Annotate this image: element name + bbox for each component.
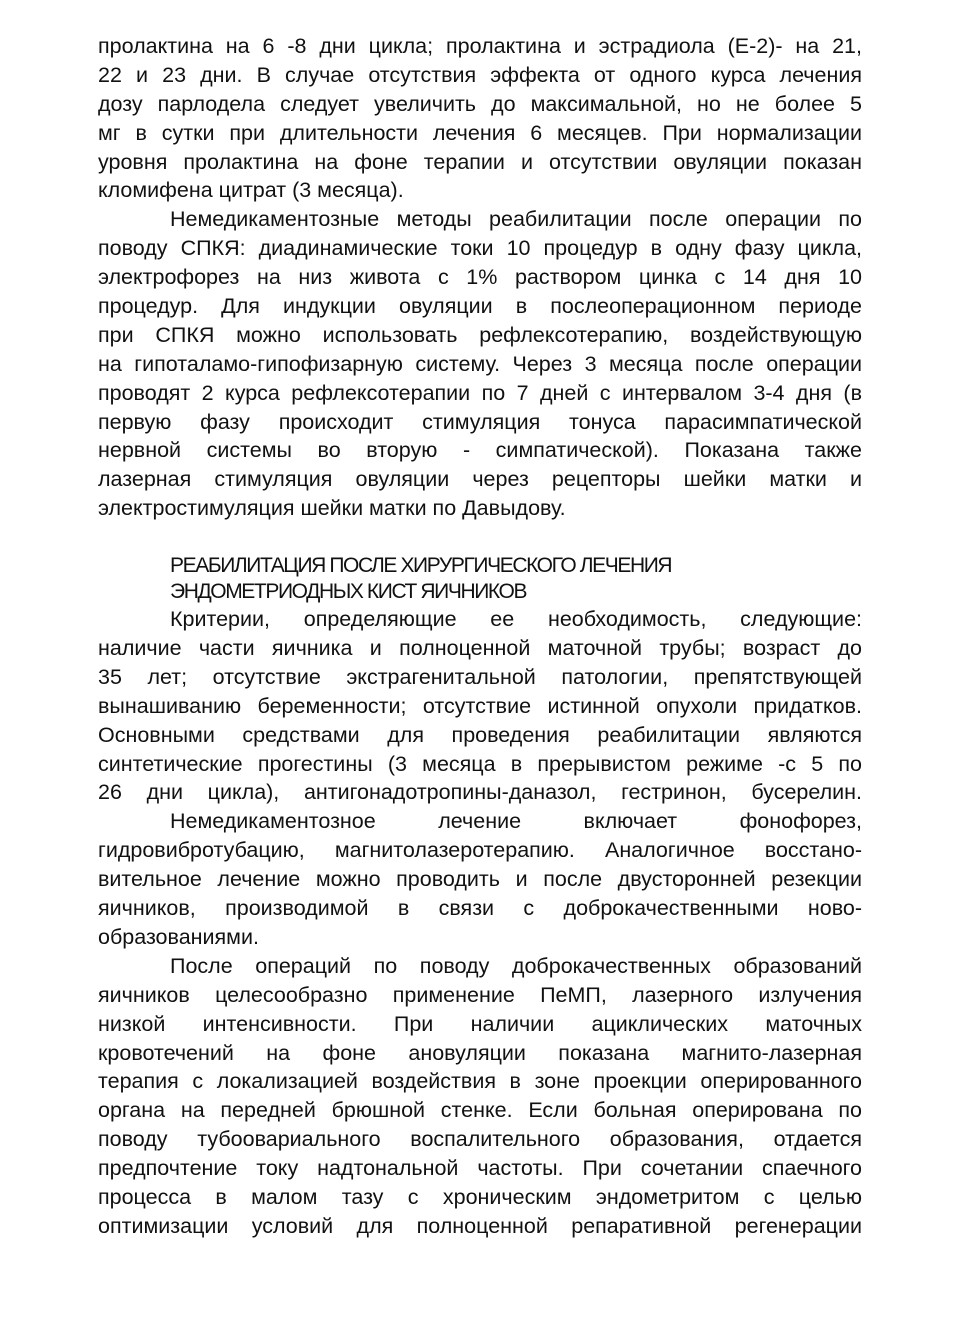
text-line: кровотечений на фоне ановуляции показана магнито-лазерная (98, 1040, 862, 1065)
text-line: мг в сутки при длительности лечения 6 месяцев. При нормализации (98, 120, 862, 145)
text-line: яичников целесообразно применение ПеМП, лазерного излучения (98, 982, 862, 1007)
text-line: синтетические прогестины (3 месяца в прерывистом режиме -с 5 по (98, 751, 862, 776)
text-line: процесса в малом тазу с хроническим эндометритом с целью (98, 1184, 862, 1209)
paragraph-5 (98, 952, 862, 1241)
text-line: процедур. Для индукции овуляции в послеоперационном периоде (98, 294, 862, 319)
paragraph-4 (98, 807, 862, 951)
text-line: 22 и 23 дни. В случае отсутствия эффекта от одного курса лечения (98, 62, 862, 87)
paragraph-1 (98, 32, 862, 205)
text-line: терапия с локализацией воздействия в зоне проекции оперированного (98, 1069, 862, 1094)
text-line: электростимуляция шейки матки по Давыдову. (98, 496, 566, 521)
section-spacer (98, 523, 862, 553)
text-line: После операций по поводу доброкачественных образований (170, 953, 862, 978)
text-line: гидровибротубацию, магнитолазеротерапию. Аналогичное восстано- (98, 838, 862, 863)
text-line: проводят 2 курса рефлексотерапии по 7 дней с интервалом 3-4 дня (в (98, 380, 862, 405)
text-line: вынашиванию беременности; отсутствие истинной опухоли придатков. (98, 693, 862, 718)
text-line: оптимизации условий для полноценной репаративной регенерации (98, 1213, 862, 1238)
document-page (98, 32, 862, 1241)
text-line: образованиями. (98, 924, 259, 949)
text-line: лазерная стимуляция овуляции через рецепторы шейки матки и (98, 467, 862, 492)
text-line: уровня пролактина на фоне терапии и отсутствии овуляции показан (98, 149, 862, 174)
text-line: нервной системы во вторую - симпатической). Показана также (98, 438, 862, 463)
text-line: поводу СПКЯ: диадинамические токи 10 процедур в одну фазу цикла, (98, 236, 862, 261)
text-line: 26 дни цикла), антигонадотропины-даназол, гестринон, бусерелин. (98, 780, 862, 805)
text-line: яичников, производимой в связи с доброкачественными ново- (98, 896, 862, 921)
text-line: вительное лечение можно проводить и после двусторонней резекции (98, 867, 862, 892)
section-heading-line: РЕАБИЛИТАЦИЯ ПОСЛЕ ХИРУРГИЧЕСКОГО ЛЕЧЕНИЯ (170, 554, 672, 578)
text-line: кломифена цитрат (3 месяца). (98, 178, 404, 203)
text-line: предпочтение току надтональной частоты. При сочетании спаечного (98, 1156, 862, 1181)
section-heading (98, 553, 862, 605)
text-line: при СПКЯ можно использовать рефлексотерапию, воздействующую (98, 322, 862, 347)
text-line: Немедикаментозные методы реабилитации после операции по (170, 207, 862, 232)
text-line: электрофорез на низ живота с 1% раствором цинка с 14 дня 10 (98, 265, 862, 290)
text-line: Основными средствами для проведения реабилитации являются (98, 722, 862, 747)
text-line: Критерии, определяющие ее необходимость, следующие: (170, 607, 862, 632)
text-line: Немедикаментозное лечение включает фонофорез, (170, 809, 862, 834)
text-line: наличие части яичника и полноценной маточной трубы; возраст до (98, 636, 862, 661)
paragraph-2 (98, 205, 862, 523)
text-line: дозу парлодела следует увеличить до максимальной, но не более 5 (98, 91, 862, 116)
text-line: на гипоталамо-гипофизарную систему. Через 3 месяца после операции (98, 351, 862, 376)
text-line: 35 лет; отсутствие экстрагенитальной патологии, препятствующей (98, 664, 862, 689)
text-line: органа на передней брюшной стенке. Если больная оперирована по (98, 1098, 862, 1123)
paragraph-3 (98, 605, 862, 807)
text-line: пролактина на 6 -8 дни цикла; пролактина и эстрадиола (Е-2)- на 21, (98, 34, 862, 58)
section-heading-line: ЭНДОМЕТРИОДНЫХ КИСТ ЯИЧНИКОВ (170, 580, 527, 604)
text-line: первую фазу происходит стимуляция тонуса парасимпатической (98, 409, 862, 434)
text-line: низкой интенсивности. При наличии ациклических маточных (98, 1011, 862, 1036)
text-line: поводу тубоовариального воспалительного образования, отдается (98, 1127, 862, 1152)
